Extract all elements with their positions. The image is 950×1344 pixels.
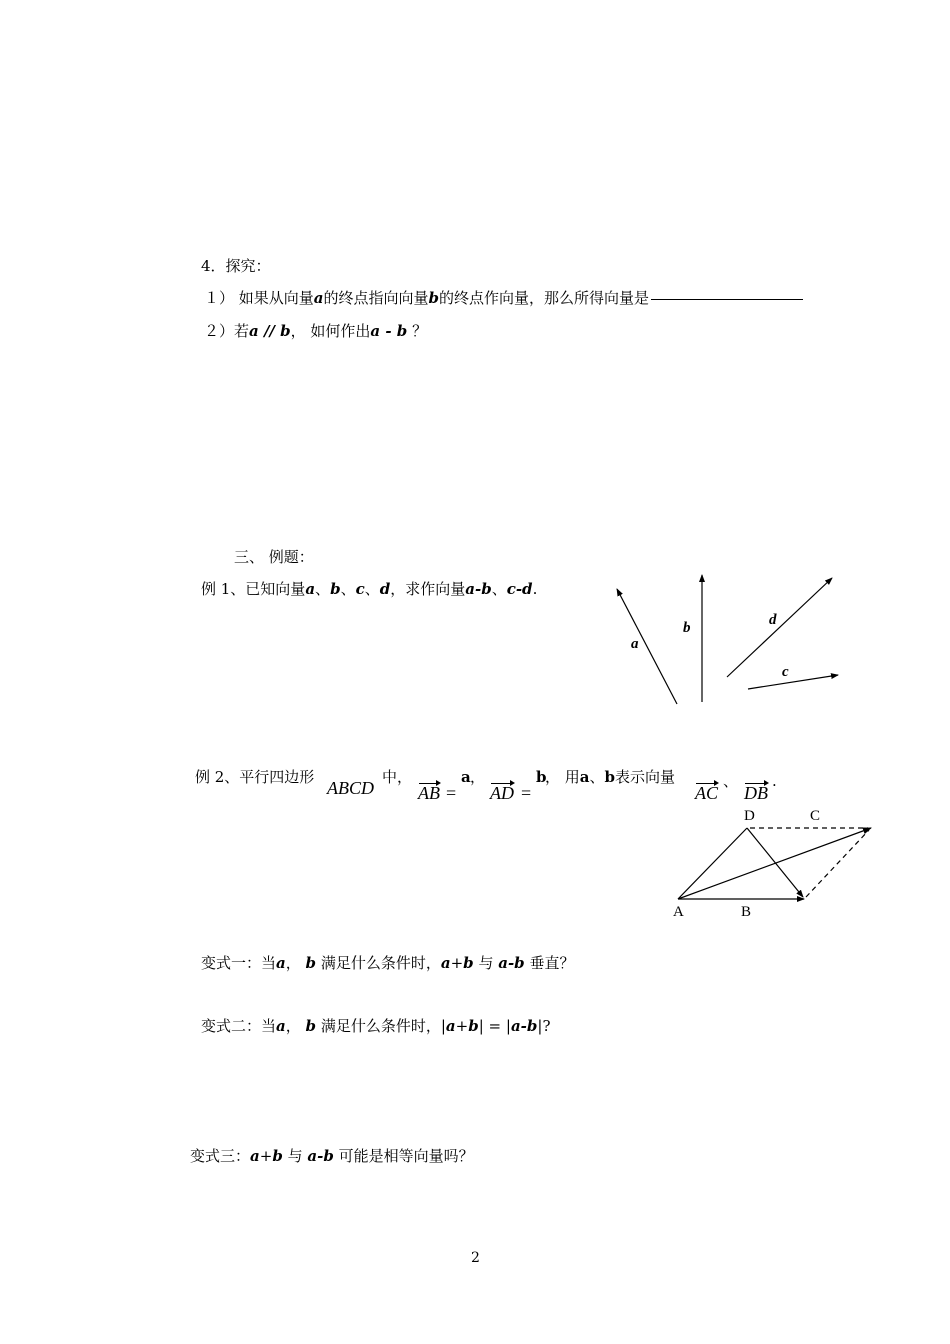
- v2-comma: ，: [285, 1017, 301, 1035]
- q2-prefix: ２）若: [204, 322, 250, 340]
- q1-vector-b: b: [428, 289, 440, 307]
- variant2-text: [201, 1016, 551, 1036]
- vector-ad-label: AD: [490, 783, 514, 803]
- label-c: c: [782, 664, 789, 680]
- vector-d-arrow: [727, 578, 832, 677]
- example2-end: .: [772, 772, 777, 790]
- vector-db: [744, 783, 768, 804]
- section3-heading: 三、 例题：: [234, 548, 314, 566]
- example2-use-block: [545, 767, 675, 787]
- example2-abcd: ABCD: [327, 778, 374, 798]
- ex1-expr2: c-d: [506, 580, 533, 598]
- v1-a: a: [276, 954, 286, 972]
- example2-use: ， 用: [545, 768, 580, 786]
- v1-end: 垂直？: [529, 954, 575, 972]
- v3-end: 可能是相等向量吗？: [338, 1147, 474, 1165]
- v1-diff: a-b: [498, 954, 525, 972]
- example2-a: a: [461, 768, 471, 786]
- v2-lhs-plus: +: [455, 1017, 469, 1035]
- q2-mid: ， 如何作出: [290, 322, 371, 340]
- v2-rhs-close: |?: [537, 1017, 551, 1035]
- variant1-text: [201, 953, 574, 973]
- vector-c-arrow: [748, 675, 838, 689]
- q2-suffix: ？: [407, 322, 428, 340]
- v3-b: b: [272, 1147, 283, 1165]
- v1-b: b: [305, 954, 317, 972]
- ex1-sep: 、: [364, 580, 380, 598]
- v3-a: a: [250, 1147, 260, 1165]
- v2-mid: 满足什么条件时，: [320, 1017, 441, 1035]
- v3-yu: 与: [287, 1147, 303, 1165]
- ex1-end: .: [532, 580, 538, 598]
- point-d-label: D: [744, 808, 755, 824]
- ex1-d: d: [379, 580, 391, 598]
- q1-vector-a: a: [313, 289, 324, 307]
- label-d: d: [769, 612, 777, 628]
- vector-ab-label: AB: [418, 783, 440, 803]
- v3-prefix: 变式三：: [190, 1147, 251, 1165]
- point-a-label: A: [673, 904, 684, 920]
- ex1-b: b: [330, 580, 341, 598]
- example2-dun: 、: [589, 768, 605, 786]
- example2-represent: 表示向量: [615, 768, 676, 786]
- vector-ad: [490, 783, 514, 804]
- segment-db: [747, 828, 803, 897]
- v1-prefix: 变式一：当: [201, 954, 277, 972]
- page-number: 2: [471, 1250, 480, 1266]
- v2-eq: =: [483, 1017, 506, 1035]
- v2-prefix: 变式二：当: [201, 1017, 277, 1035]
- v1-plus: +: [450, 954, 464, 972]
- vector-a-arrow: [617, 589, 677, 704]
- vector-ab: [418, 783, 440, 804]
- ex1-sep: 、: [340, 580, 356, 598]
- label-b: b: [683, 620, 691, 636]
- ex1-sep: 、: [315, 580, 331, 598]
- ex1-a: a: [305, 580, 316, 598]
- q1-prefix: １） 如果从向量: [204, 289, 314, 307]
- ex1-prefix: 例 1、已知向量: [201, 580, 306, 598]
- vector-ac: [695, 783, 718, 804]
- ex1-c: c: [355, 580, 365, 598]
- v1-sum-a: a: [440, 954, 451, 972]
- v2-lhs-close: |: [478, 1017, 484, 1035]
- v3-diff: a-b: [307, 1147, 334, 1165]
- example2-b2: b: [604, 768, 616, 786]
- point-b-label: B: [741, 904, 752, 920]
- v2-lhs-open: |: [440, 1017, 446, 1035]
- v1-yu: 与: [478, 954, 494, 972]
- q2-expression: a - b: [370, 322, 408, 340]
- v2-lhs-b: b: [468, 1017, 479, 1035]
- section4-heading: 4．探究：: [201, 257, 271, 275]
- example2-comma: ，: [470, 768, 486, 786]
- v2-rhs-open: |: [505, 1017, 511, 1035]
- ex1-mid: ，求作向量: [390, 580, 466, 598]
- v1-mid: 满足什么条件时，: [320, 954, 441, 972]
- vector-db-label: DB: [744, 783, 768, 803]
- v2-a: a: [276, 1017, 286, 1035]
- example2-a2: a: [579, 768, 590, 786]
- example2-eq1: =: [446, 783, 457, 803]
- example2-prefix: 例 2、平行四边形: [195, 768, 315, 786]
- example2-b: b: [536, 768, 547, 786]
- v3-plus: +: [259, 1147, 273, 1165]
- segment-ac: [678, 828, 871, 899]
- v2-b: b: [305, 1017, 317, 1035]
- variant3-text: [190, 1146, 474, 1166]
- point-c-label: C: [810, 808, 821, 824]
- v1-comma: ，: [285, 954, 301, 972]
- example2-eq2: =: [521, 783, 532, 803]
- v2-rhs: a-b: [510, 1017, 538, 1035]
- example2-zhong: 中，: [382, 768, 413, 786]
- example2-dun2: 、: [723, 772, 739, 790]
- v1-sum-b: b: [463, 954, 474, 972]
- segment-ad: [678, 828, 747, 899]
- ex1-expr1: a-b: [465, 580, 492, 598]
- vector-ac-label: AC: [695, 783, 719, 803]
- q1-suffix: 的终点作向量，那么所得向量是: [439, 289, 650, 307]
- q1-mid: 的终点指向向量: [323, 289, 429, 307]
- label-a: a: [631, 636, 639, 652]
- ex1-sep: 、: [491, 580, 507, 598]
- v2-lhs-a: a: [445, 1017, 456, 1035]
- q2-condition: a // b: [249, 322, 291, 340]
